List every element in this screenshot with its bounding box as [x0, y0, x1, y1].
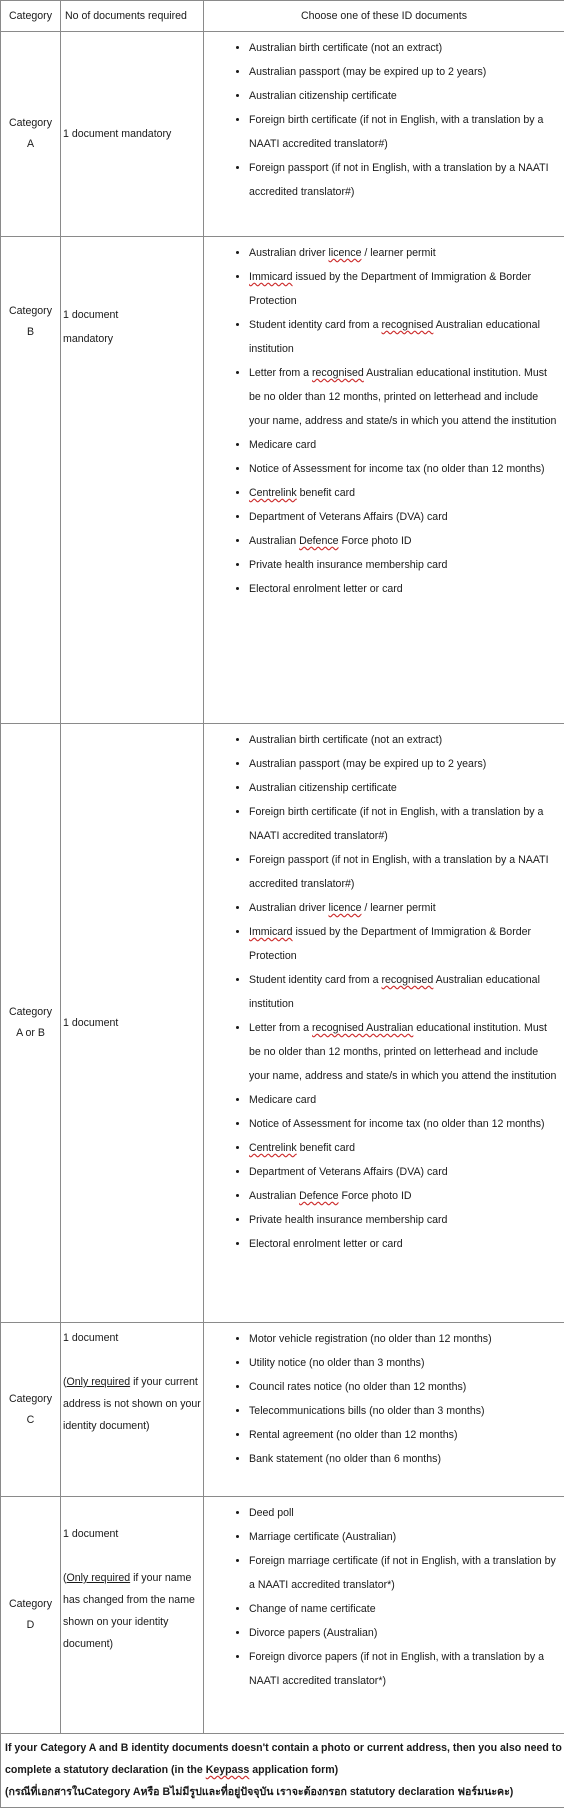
- header-documents-required: No of documents required: [61, 1, 204, 32]
- list-item: • Council rates notice (no older than 12 months): [249, 1375, 558, 1399]
- list-item-pre: Australian passport (may be expired up to 2 years): [249, 758, 486, 770]
- list-item-pre: Notice of Assessment for income tax (no older than 12 months): [249, 1118, 545, 1130]
- header-id-documents: Choose one of these ID documents: [204, 1, 564, 32]
- footer-row: [1, 1734, 564, 1808]
- list-item-pre: Australian: [249, 1190, 299, 1202]
- list-item: [249, 481, 558, 505]
- category-a-required: 1 document mandatory: [61, 32, 204, 237]
- category-letter: D: [1, 1615, 60, 1636]
- header-row: [1, 1, 564, 32]
- list-item: • Bank statement (no older than 6 months): [249, 1447, 558, 1471]
- category-word: Category: [1, 1002, 60, 1023]
- list-item-pre: Department of Veterans Affairs (DVA) card: [249, 511, 448, 523]
- required-underline: Only required: [67, 1572, 131, 1584]
- list-item-mark: Centrelink: [249, 487, 297, 499]
- list-item-pre: Private health insurance membership card: [249, 1214, 447, 1226]
- list-item-mark: licence: [328, 247, 361, 259]
- category-word: Category: [1, 113, 60, 134]
- list-item-pre: Student identity card from a: [249, 974, 382, 986]
- list-item-pre: Student identity card from a: [249, 319, 382, 331]
- list-item-mark: Immicard: [249, 926, 293, 938]
- category-a-or-b-required: 1 document: [61, 724, 204, 1323]
- list-item-post: #): [345, 878, 354, 890]
- list-item: [249, 577, 558, 601]
- category-a-list: [204, 32, 564, 237]
- paren: (: [63, 1376, 67, 1388]
- list-item: • Australian birth certificate (not an extract): [249, 36, 558, 60]
- list-item-post: / learner permit: [361, 247, 435, 259]
- footer-english: [5, 1737, 562, 1781]
- list-item: • Australian passport (may be expired up to 2 years): [249, 60, 558, 84]
- list-item-post: / learner permit: [361, 902, 435, 914]
- list-item-mark: Defence: [299, 1190, 338, 1202]
- category-d-label: [1, 1497, 61, 1734]
- list-item-pre: Private health insurance membership card: [249, 559, 447, 571]
- footer-note: [1, 1734, 564, 1808]
- footer-text: If your Category A and B identity documents doesn't contain a photo or current address, then you also need to complete a statutory declaration (in the: [5, 1742, 562, 1776]
- required-underline: Only required: [67, 1376, 131, 1388]
- category-c-row: [1, 1323, 564, 1497]
- category-c-list: [204, 1323, 564, 1497]
- required-note: [63, 1567, 203, 1655]
- list-item-mark: recognised: [312, 367, 364, 379]
- list-item: • Telecommunications bills (no older than 3 months): [249, 1399, 558, 1423]
- paren: (: [63, 1572, 67, 1584]
- list-item-pre: Australian birth certificate (not an extract): [249, 734, 442, 746]
- list-item: • Foreign passport (if not in English, with a translation by a NAATI accredited translator#): [249, 156, 558, 204]
- category-letter: A: [1, 134, 60, 155]
- list-item-pre: Electoral enrolment letter or card: [249, 583, 403, 595]
- list-item: • Rental agreement (no older than 12 months): [249, 1423, 558, 1447]
- category-c-required: [61, 1323, 204, 1497]
- list-item: [249, 800, 558, 848]
- list-item-pre: Electoral enrolment letter or card: [249, 1238, 403, 1250]
- required-count: 1 document: [63, 1523, 203, 1545]
- category-d-list: [204, 1497, 564, 1734]
- list-item-pre: Letter from a: [249, 1022, 312, 1034]
- list-item: [249, 505, 558, 529]
- required-count: 1 document: [63, 303, 203, 327]
- list-item: [249, 241, 558, 265]
- list-item: [249, 1088, 558, 1112]
- list-item: • Foreign divorce papers (if not in English, with a translation by a NAATI accredited translator*): [249, 1645, 558, 1693]
- category-a-label: [1, 32, 61, 237]
- list-item-pre: Letter from a: [249, 367, 312, 379]
- list-item-post: issued by the Department of Immigration & Border Protection: [249, 271, 531, 307]
- required-note: mandatory: [63, 327, 203, 351]
- list-item: • Change of name certificate: [249, 1597, 558, 1621]
- list-item: [249, 1184, 558, 1208]
- category-b-row: [1, 237, 564, 724]
- list-item-pre: Foreign birth certificate (if not in English, with a translation by a NAATI accredited translator: [249, 806, 543, 842]
- category-d-row: [1, 1497, 564, 1734]
- list-item: • Deed poll: [249, 1501, 558, 1525]
- category-letter: C: [1, 1410, 60, 1431]
- list-item-post: Australian educational institution: [249, 974, 540, 1010]
- list-item: • Foreign marriage certificate (if not in English, with a translation by a NAATI accredited translator*): [249, 1549, 558, 1597]
- list-item-post: Force photo ID: [339, 1190, 412, 1202]
- list-item-post: Force photo ID: [339, 535, 412, 547]
- category-c-label: [1, 1323, 61, 1497]
- category-a-or-b-list: [204, 724, 564, 1323]
- list-item: [249, 313, 558, 361]
- list-item-pre: Australian driver: [249, 247, 328, 259]
- list-item: [249, 1136, 558, 1160]
- list-item: [249, 1160, 558, 1184]
- list-item: [249, 968, 558, 1016]
- footer-text-end: application form): [249, 1764, 338, 1776]
- list-item: [249, 896, 558, 920]
- list-item-post: educational institution. Must be no older than 12 months, printed on letterhead and include your name, address and state/s in which you attend the institution: [249, 1022, 556, 1082]
- required-count: 1 document: [63, 1327, 203, 1349]
- list-item: [249, 752, 558, 776]
- category-a-row: [1, 32, 564, 237]
- list-item: • Foreign birth certificate (if not in English, with a translation by a NAATI accredited translator#): [249, 108, 558, 156]
- list-item-post: Australian educational institution: [249, 319, 540, 355]
- category-a-or-b-label: [1, 724, 61, 1323]
- list-item: [249, 457, 558, 481]
- category-word: Category: [1, 1389, 60, 1410]
- list-item-pre: Foreign passport (if not in English, with a translation by a NAATI accredited translator: [249, 854, 549, 890]
- list-item-post: benefit card: [297, 1142, 355, 1154]
- list-item-mark: Defence: [299, 535, 338, 547]
- list-item-pre: Australian citizenship certificate: [249, 782, 397, 794]
- list-item: • Motor vehicle registration (no older than 12 months): [249, 1327, 558, 1351]
- list-item-mark: Immicard: [249, 271, 293, 283]
- list-item-mark: recognised: [382, 974, 434, 986]
- footer-keypass: Keypass: [206, 1764, 250, 1776]
- header-category: Category: [1, 1, 61, 32]
- list-item-mark: recognised: [382, 319, 434, 331]
- category-b-label: [1, 237, 61, 724]
- list-item: [249, 553, 558, 577]
- required-text: if your name has changed from the name shown on your identity document): [63, 1572, 195, 1650]
- list-item: [249, 1112, 558, 1136]
- list-item: [249, 265, 558, 313]
- list-item: [249, 1016, 558, 1088]
- list-item-post: #): [378, 830, 387, 842]
- category-word: Category: [1, 1594, 60, 1615]
- list-item: [249, 776, 558, 800]
- list-item: [249, 728, 558, 752]
- category-d-required: [61, 1497, 204, 1734]
- list-item: [249, 848, 558, 896]
- list-item: [249, 1232, 558, 1256]
- required-note: [63, 1371, 203, 1437]
- category-b-required: [61, 237, 204, 724]
- list-item-pre: Department of Veterans Affairs (DVA) card: [249, 1166, 448, 1178]
- list-item: • Australian citizenship certificate: [249, 84, 558, 108]
- list-item: • Utility notice (no older than 3 months): [249, 1351, 558, 1375]
- footer-thai: (กรณีที่เอกสารในCategory Aหรือ Bไม่มีรูปและที่อยู่ปัจจุบัน เราจะต้องกรอก statutory declaration ฟอร์มนะคะ): [5, 1781, 562, 1803]
- list-item-post: issued by the Department of Immigration & Border Protection: [249, 926, 531, 962]
- category-letter: A or B: [1, 1023, 60, 1044]
- list-item-pre: Australian: [249, 535, 299, 547]
- list-item: • Marriage certificate (Australian): [249, 1525, 558, 1549]
- list-item: [249, 433, 558, 457]
- category-b-list: [204, 237, 564, 724]
- category-word: Category: [1, 301, 60, 322]
- list-item-mark: recognised Australian: [312, 1022, 413, 1034]
- list-item: [249, 1208, 558, 1232]
- list-item: [249, 361, 558, 433]
- category-letter: B: [1, 322, 60, 343]
- list-item: • Divorce papers (Australian): [249, 1621, 558, 1645]
- list-item-pre: Notice of Assessment for income tax (no older than 12 months): [249, 463, 545, 475]
- list-item-pre: Medicare card: [249, 439, 316, 451]
- list-item-mark: licence: [328, 902, 361, 914]
- list-item-post: benefit card: [297, 487, 355, 499]
- list-item-post: Australian educational institution. Must be no older than 12 months, printed on letterhead and include your name, address and state/s in which you attend the institution: [249, 367, 556, 427]
- list-item: [249, 529, 558, 553]
- category-a-or-b-row: [1, 724, 564, 1323]
- required-text: if your current address is not shown on your identity document): [63, 1376, 201, 1432]
- list-item-pre: Medicare card: [249, 1094, 316, 1106]
- list-item-pre: Australian driver: [249, 902, 328, 914]
- list-item-mark: Centrelink: [249, 1142, 297, 1154]
- list-item: [249, 920, 558, 968]
